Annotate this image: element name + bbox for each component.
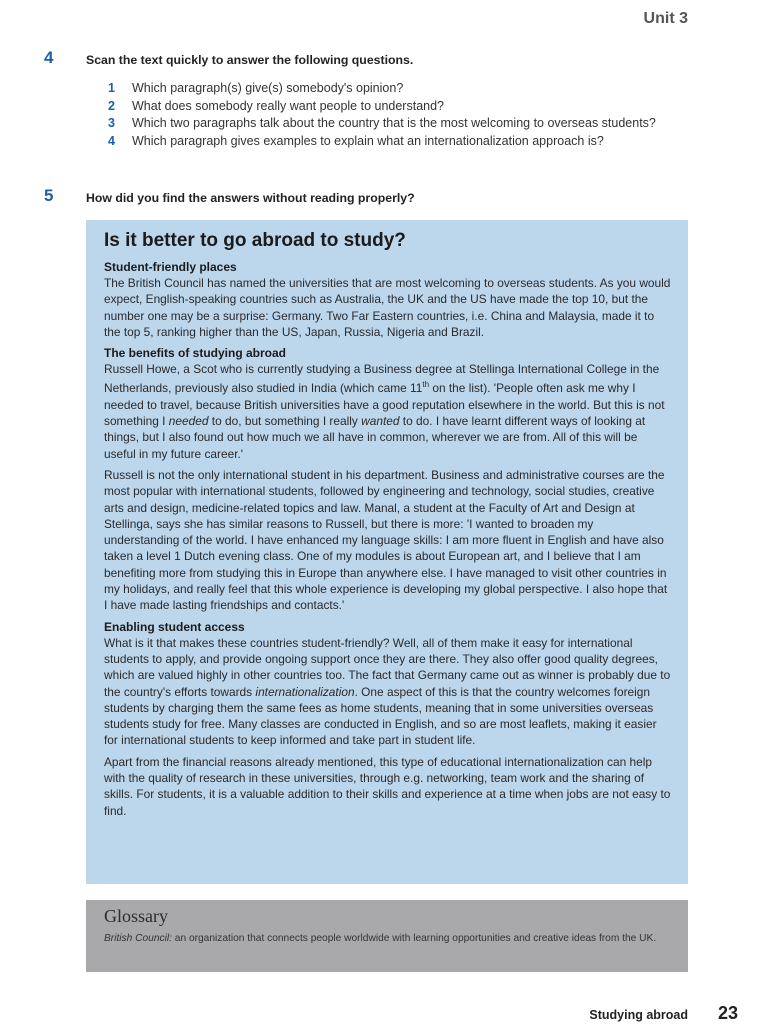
question-item-text: Which paragraph(s) give(s) somebody's opinion? bbox=[132, 81, 404, 95]
question-item-number: 3 bbox=[108, 116, 115, 130]
question-4-number: 4 bbox=[44, 48, 54, 67]
section-footer: Studying abroad bbox=[589, 1008, 688, 1022]
question-5-number: 5 bbox=[44, 186, 54, 205]
unit-label: Unit 3 bbox=[643, 10, 688, 27]
question-item-text: Which two paragraphs talk about the country that is the most welcoming to overseas students? bbox=[132, 116, 656, 130]
question-list bbox=[108, 80, 678, 150]
question-item-number: 1 bbox=[108, 81, 115, 95]
article-title: Is it better to go abroad to study? bbox=[104, 230, 406, 251]
heading-benefits: The benefits of studying abroad bbox=[104, 346, 287, 361]
glossary-title: Glossary bbox=[104, 906, 168, 926]
glossary-box bbox=[86, 900, 688, 972]
heading-access: Enabling student access bbox=[104, 619, 245, 634]
page-number: 23 bbox=[717, 1003, 738, 1023]
question-item-number: 2 bbox=[108, 98, 115, 113]
question-4-instruction: Scan the text quickly to answer the following questions. bbox=[86, 53, 414, 67]
question-5-instruction: How did you find the answers without reading properly? bbox=[86, 191, 415, 205]
article-box bbox=[86, 220, 688, 884]
paragraph-2: Russell Howe, a Scot who is currently studying a Business degree at Stellinga International College in the Netherlands, previously also studied in India (which came 11th on the list). 'People often ask me why I needed to travel, because British universities have a good reputation elsewhere in the world. But this is not something I needed to do, but something I really wanted to do. I have learnt different ways of looking at things, but I also found out how much we all have in common, wherever we are from. All of this will be useful in my future career.' bbox=[104, 362, 665, 461]
paragraph-1: The British Council has named the universities that are most welcoming to overseas students. As you would expect, English-speaking countries such as Australia, the UK and the US have made the top 10, but the number one may be a surprise: Germany. Two Far Eastern countries, i.e. China and Malaysia, made it to the top 5, ranking higher than the US, Japan, Russia, Nigeria and Brazil. bbox=[104, 276, 671, 339]
question-item-number: 4 bbox=[108, 133, 115, 148]
question-item-text: Which paragraph gives examples to explain what an internationalization approach is? bbox=[132, 133, 604, 148]
glossary-term: British Council: bbox=[104, 933, 172, 944]
glossary-definition: an organization that connects people worldwide with learning opportunities and creative ideas from the UK. bbox=[171, 933, 657, 944]
paragraph-4: What is it that makes these countries student-friendly? Well, all of them make it easy for international students to apply, and provide ongoing support once they are there. They also offer good quality degrees, which are valued highly in other countries too. The fact that Germany came out as winner is probably due to the country's efforts towards internationalization. One aspect of this is that the country welcomes foreign students by charging them the same fees as home students, meaning that in some universities overseas students study for free. Many classes are conducted in English, and so are most leaflets, making it easier for international students to keep informed and take part in student life. bbox=[104, 635, 671, 748]
paragraph-5: Apart from the financial reasons already mentioned, this type of educational internationalization can help with the quality of research in these universities, through e.g. networking, team work and the sharing of skills. For students, it is a valuable addition to their skills and experience at a time when jobs are not easy to find. bbox=[104, 754, 671, 818]
paragraph-3: Russell is not the only international student in his department. Business and administrative courses are the most popular with international students, followed by engineering and technology, social studies, creative arts and design, medicine-related topics and law. Manal, a student at the Faculty of Art and Design at Stellinga, says she has similar reasons to Russell, but there is more: 'I wanted to broaden my understanding of the world. I have enhanced my language skills: I am more fluent in English and have also taken a level 1 Dutch evening class. One of my modules is about European art, and I believe that I am benefiting more from studying this in Europe than anywhere else. I have managed to visit other countries in my holidays, and really feel that this whole experience is developing my global perspective. I also hope that I have made lasting friendships and contacts.' bbox=[104, 467, 668, 613]
question-item-text: What does somebody really want people to understand? bbox=[132, 98, 444, 113]
question-item bbox=[108, 98, 678, 115]
question-item bbox=[108, 80, 678, 97]
question-item bbox=[108, 115, 678, 132]
question-item bbox=[108, 133, 678, 150]
glossary-entry bbox=[104, 932, 670, 945]
heading-student-friendly: Student-friendly places bbox=[104, 260, 237, 274]
